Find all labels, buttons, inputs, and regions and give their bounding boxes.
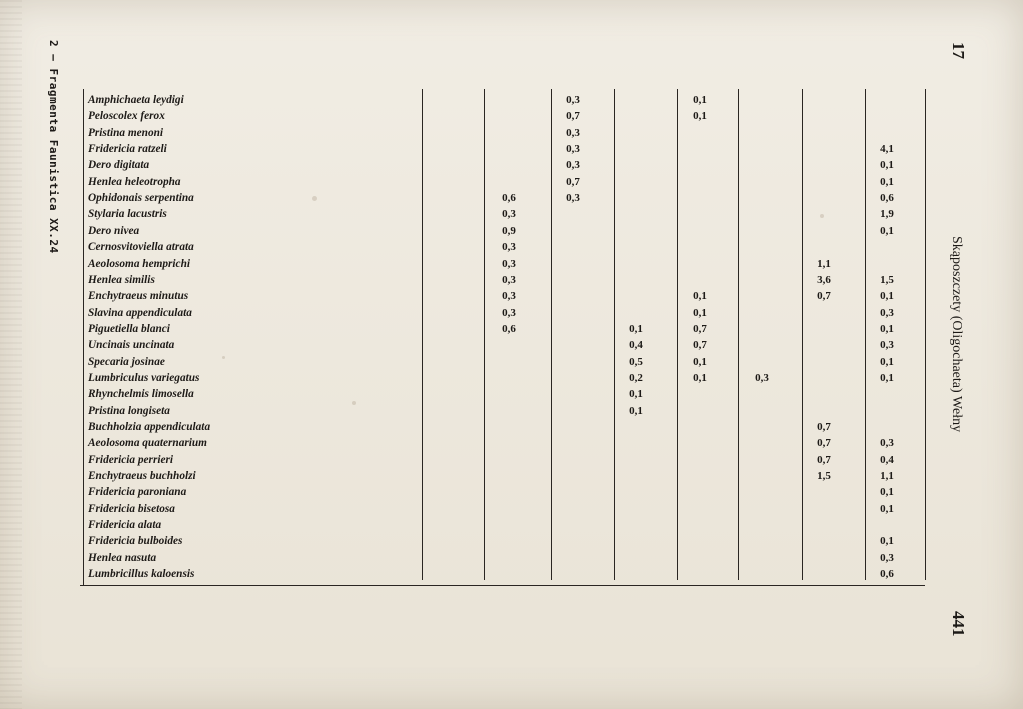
density-value: 0,3 [502,290,516,303]
density-value: 1,5 [817,470,831,483]
species-name: Dero nivea [88,224,140,237]
table-bottom-rule [80,585,925,586]
density-value: 0,3 [755,371,769,384]
density-value: 0,3 [880,551,894,564]
table-column-rule [738,89,739,580]
density-value: 0,3 [502,273,516,286]
density-value: 0,1 [693,306,707,319]
density-value: 0,6 [880,568,894,581]
species-name: Fridericia bulboides [88,535,183,548]
density-value: 0,4 [880,453,894,466]
species-name: Aeolosoma hemprichi [88,257,190,270]
species-name: Buchholzia appendiculata [88,421,211,433]
density-value: 0,9 [502,224,516,237]
species-name: Henlea nasuta [88,551,157,564]
density-value: 0,2 [629,371,643,384]
density-value: 0,3 [566,143,580,156]
species-name: Stylaria lacustris [88,208,167,221]
species-name: Lumbricillus kaloensis [88,568,195,581]
density-value: 0,3 [502,241,516,254]
species-name: Fridericia bisetosa [88,502,175,515]
density-value: 0,3 [566,126,580,139]
density-value: 0,3 [502,208,516,221]
density-value: 0,7 [693,322,707,335]
paper-speck [222,356,225,359]
right-margin [948,0,972,709]
species-name: Specaria josinae [88,355,165,368]
density-value: 0,1 [693,110,707,123]
species-name: Enchytraeus minutus [88,290,189,303]
table-column-rule [551,89,552,580]
table-column-rule [484,89,485,580]
density-value: 0,7 [817,421,831,433]
density-value: 0,1 [880,322,894,335]
table-column-rule [677,89,678,580]
species-name: Fridericia ratzeli [88,143,167,156]
density-value: 0,6 [502,192,516,205]
table-column-rule [422,89,423,580]
species-name: Cernosvitoviella atrata [88,241,194,254]
table-column-rule [925,89,926,580]
density-value: 0,3 [880,437,894,450]
species-name: Enchytraeus buchholzi [88,470,196,483]
density-value: 0,7 [817,437,831,450]
density-value: 0,1 [629,388,643,401]
density-value: 0,1 [693,355,707,368]
species-name: Pristina longiseta [88,404,170,417]
density-value: 0,1 [880,224,894,237]
density-value: 0,1 [693,94,707,106]
density-value: 0,7 [817,290,831,303]
species-name: Pristina menoni [88,126,164,139]
density-value: 0,3 [502,306,516,319]
density-value: 1,1 [817,257,831,270]
species-name: Aeolosoma quaternarium [88,437,207,450]
density-value: 0,5 [629,355,643,368]
page-number-bottom: 441 [949,611,968,637]
density-value: 0,1 [880,290,894,303]
page-number-top: 17 [949,42,968,59]
density-value: 0,7 [566,110,580,123]
table-column-rule [83,89,84,586]
species-table [80,89,925,586]
species-name: Peloscolex ferox [88,110,165,123]
species-name: Henlea similis [88,273,155,286]
density-value: 0,1 [880,502,894,515]
species-name: Henlea heleotropha [88,175,181,188]
density-value: 0,3 [880,339,894,352]
species-name: Ophidonais serpentina [88,192,194,205]
paper-speck [820,214,824,218]
density-value: 3,6 [817,273,831,286]
table-column-rule [614,89,615,580]
density-value: 0,6 [880,192,894,205]
density-value: 0,7 [817,453,831,466]
density-value: 0,4 [629,339,643,352]
density-value: 0,7 [693,339,707,352]
density-value: 0,1 [880,535,894,548]
density-value: 0,1 [880,371,894,384]
density-value: 1,9 [880,208,894,221]
table-column-rule [865,89,866,580]
species-name: Slavina appendiculata [88,306,192,319]
species-name: Amphichaeta leydigi [88,94,184,106]
density-value: 4,1 [880,143,894,156]
paper-speck [312,196,317,201]
publication-footer: 2 — Fragmenta Faunistica XX.24 [47,40,60,254]
species-name: Uncinais uncinata [88,339,175,352]
density-value: 0,1 [629,404,643,417]
density-value: 0,3 [566,94,580,106]
density-value: 0,3 [880,306,894,319]
running-title: Skąposzczety (Oligochaeta) Wełny [949,236,964,433]
density-value: 0,1 [693,371,707,384]
density-value: 0,1 [880,486,894,499]
species-name: Rhynchelmis limosella [88,388,194,401]
density-value: 0,6 [502,322,516,335]
density-value: 0,1 [693,290,707,303]
density-value: 0,1 [880,355,894,368]
page-edge-shadow [0,0,22,709]
density-value: 0,3 [502,257,516,270]
density-value: 0,1 [880,159,894,172]
density-value: 0,1 [629,322,643,335]
table-column-rule [802,89,803,580]
species-name: Fridericia perrieri [88,453,174,466]
density-value: 0,1 [880,175,894,188]
species-name: Piguetiella blanci [88,322,170,335]
density-value: 1,5 [880,273,894,286]
paper-speck [352,401,356,405]
density-value: 0,7 [566,175,580,188]
density-value: 0,3 [566,192,580,205]
density-value: 1,1 [880,470,894,483]
species-name: Fridericia paroniana [88,486,187,499]
species-name: Dero digitata [88,159,150,172]
species-name: Fridericia alata [88,519,162,532]
species-name: Lumbriculus variegatus [88,371,200,384]
density-value: 0,3 [566,159,580,172]
